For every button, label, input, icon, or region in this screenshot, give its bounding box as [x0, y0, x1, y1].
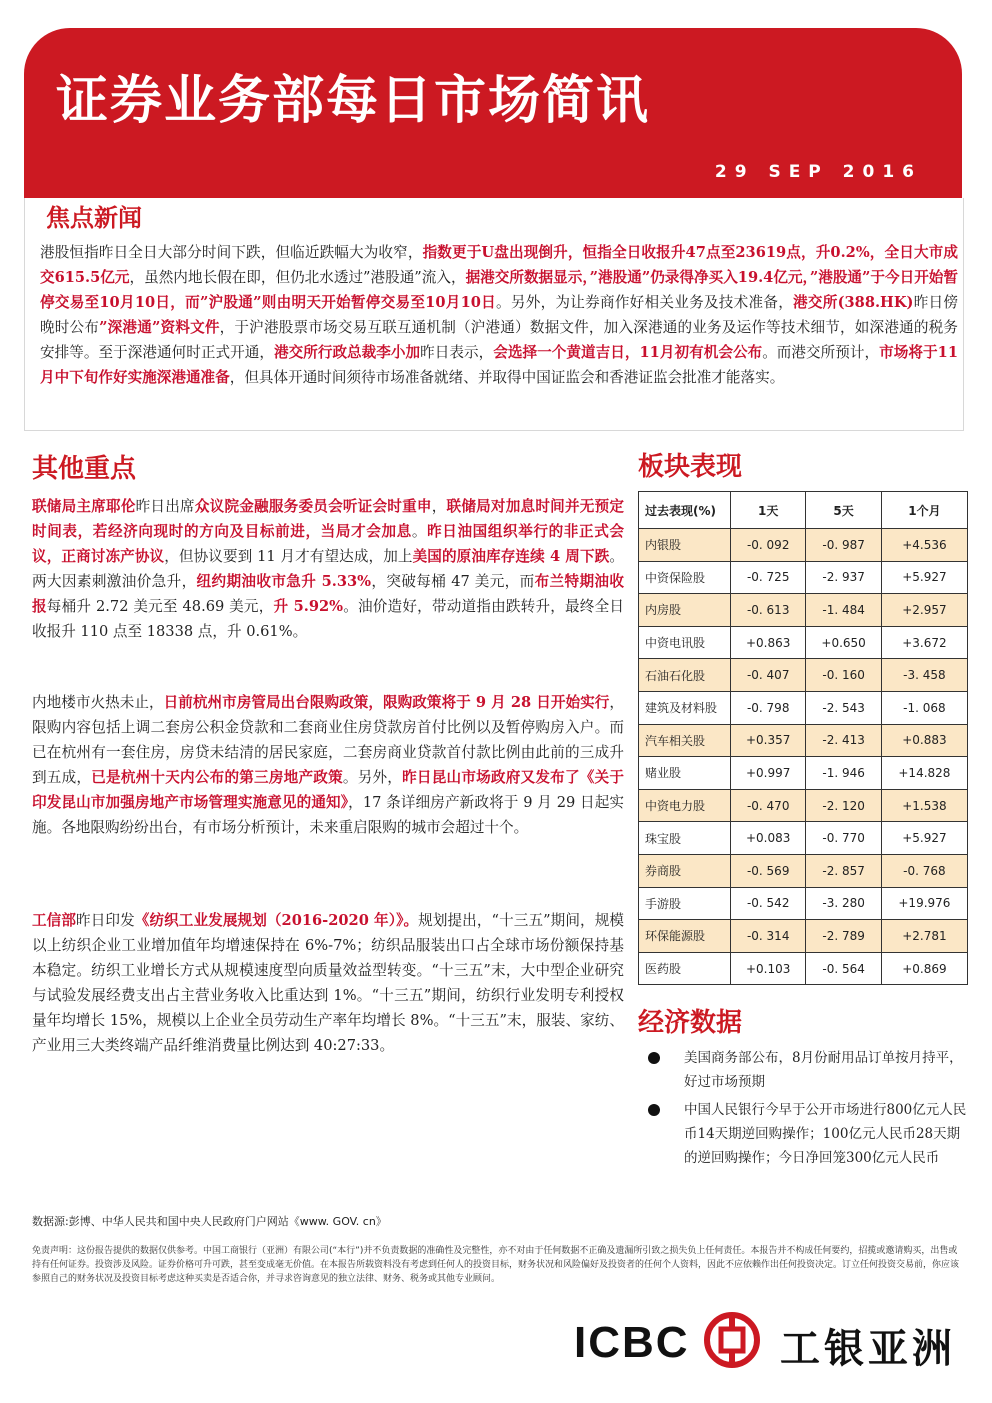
- table-row: [639, 626, 968, 659]
- body-text: 昨日傍晚时公布: [40, 294, 958, 336]
- sector-value-cell: +3.672: [881, 626, 967, 659]
- icbc-logo-icon: [704, 1312, 760, 1368]
- table-row: [639, 822, 968, 855]
- sector-value-cell: -2. 937: [806, 561, 881, 594]
- table-row: [639, 952, 968, 985]
- sector-value-cell: -2. 857: [806, 854, 881, 887]
- sector-value-cell: -0. 569: [731, 854, 806, 887]
- body-text: 。而港交所预计，: [762, 344, 880, 361]
- sector-value-cell: -0. 160: [806, 659, 881, 692]
- sector-value-cell: +0.863: [731, 626, 806, 659]
- sector-name-cell: 环保能源股: [639, 920, 731, 953]
- sector-value-cell: -0. 798: [731, 691, 806, 724]
- sector-value-cell: +0.869: [881, 952, 967, 985]
- economic-data-text: 中国人民银行今早于公开市场进行800亿元人民币14天期逆回购操作；100亿元人民币28天期的逆回购操作；今日净回笼300亿元人民币: [684, 1102, 967, 1166]
- highlight-text: 据港交所数据显示，”港股通”仍录得净买入19.4亿元，”港股通”于今日开始暂停交易至10月10日，而”沪股通”则由明天开始暂停交易至10月10日: [40, 269, 958, 311]
- body-text: 每桶升 2.72 美元至 48.69 美元，: [46, 598, 274, 615]
- sector-value-cell: -0. 770: [806, 822, 881, 855]
- body-text: 港股恒指昨日全日大部分时间下跌，但临近跌幅大为收窄，: [40, 244, 423, 261]
- sector-value-cell: -0. 987: [806, 529, 881, 562]
- sector-value-cell: +5.927: [881, 561, 967, 594]
- table-row: [639, 529, 968, 562]
- highlight-text: ”深港通”资料文件: [99, 319, 220, 336]
- sector-performance-heading: 板块表现: [638, 452, 743, 482]
- sector-value-cell: -0. 564: [806, 952, 881, 985]
- sector-name-cell: 赌业股: [639, 757, 731, 790]
- table-row: [639, 691, 968, 724]
- sector-value-cell: -0. 092: [731, 529, 806, 562]
- sector-value-cell: -3. 458: [881, 659, 967, 692]
- sector-value-cell: -0. 314: [731, 920, 806, 953]
- page-title: 证券业务部每日市场简讯: [56, 71, 651, 131]
- body-text: ，: [431, 498, 447, 515]
- highlight-text: 联储局对加息时间并无预定时间表，若经济向现时的方向及目标前进，当局才会加息: [32, 498, 624, 540]
- sector-name-cell: 珠宝股: [639, 822, 731, 855]
- highlight-text: 《纺织工业发展规划（2016-2020 年）》。: [134, 912, 419, 929]
- highlight-text: 市场将于11月中下旬作好实施深港通准备: [40, 344, 958, 386]
- sector-value-cell: -1. 484: [806, 594, 881, 627]
- body-text: ，限购内容包括上调二套房公积金贷款和二套商业住房贷款房首付比例以及暂停购房入户。而已在杭州有一套住房，房贷未结清的居民家庭，二套房商业贷款首付款比例由此前的三成升到五成，: [32, 694, 624, 786]
- sector-name-cell: 内银股: [639, 529, 731, 562]
- sector-value-cell: +0.883: [881, 724, 967, 757]
- body-text: 昨日出席: [135, 498, 195, 515]
- table-row: [639, 757, 968, 790]
- highlight-text: 港交所行政总裁李小加: [273, 344, 421, 361]
- sector-value-cell: +2.957: [881, 594, 967, 627]
- body-text: 昨日印发: [76, 912, 135, 929]
- table-row: [639, 854, 968, 887]
- sector-performance-table: [638, 491, 968, 985]
- sector-value-cell: +0.357: [731, 724, 806, 757]
- sector-value-cell: +0.083: [731, 822, 806, 855]
- table-row: [639, 920, 968, 953]
- highlight-text: 美国的原油库存连续 4 周下跌: [412, 548, 610, 565]
- highlight-text: 昨日昆山市场政府又发布了《关于印发昆山市加强房地产市场管理实施意见的通知》: [32, 769, 624, 811]
- highlight-text: 港交所(388.HK): [793, 294, 914, 311]
- sector-value-cell: +0.650: [806, 626, 881, 659]
- table-row: [639, 887, 968, 920]
- body-text: ，17 条详细房产新政将于 9 月 29 日起实施。各地限购纷纷出台，有市场分析预计，未来重启限购的城市会超过十个。: [32, 794, 625, 836]
- sector-name-cell: 中资电力股: [639, 789, 731, 822]
- table-row: [639, 789, 968, 822]
- highlight-text: 联储局主席耶伦: [32, 498, 136, 515]
- highlight-paragraph-property: [32, 690, 624, 840]
- table-row: [639, 561, 968, 594]
- column-header-period: 过去表现(%): [639, 492, 731, 529]
- body-text: 昨日表示，: [420, 344, 494, 361]
- sector-value-cell: +1.538: [881, 789, 967, 822]
- body-text: 。另外，: [342, 769, 403, 786]
- sector-name-cell: 建筑及材料股: [639, 691, 731, 724]
- sector-name-cell: 券商股: [639, 854, 731, 887]
- icbc-logo-text: ICBC: [574, 1318, 690, 1367]
- sector-value-cell: -1. 946: [806, 757, 881, 790]
- body-text: 。另外，为让券商作好相关业务及技术准备，: [496, 294, 794, 311]
- table-header-row: [639, 492, 968, 529]
- highlight-paragraph-fed-oil: [32, 494, 624, 644]
- table-row: [639, 724, 968, 757]
- column-header-1m: 1个月: [881, 492, 967, 529]
- sector-value-cell: +19.976: [881, 887, 967, 920]
- sector-value-cell: -2. 413: [806, 724, 881, 757]
- sector-value-cell: -0. 470: [731, 789, 806, 822]
- sector-name-cell: 手游股: [639, 887, 731, 920]
- highlight-text: 布兰特期油收报: [32, 573, 624, 615]
- highlight-text: 会选择一个黄道吉日，11月初有机会公布: [493, 344, 763, 361]
- sector-value-cell: +0.997: [731, 757, 806, 790]
- bullet-icon: [648, 1104, 660, 1116]
- highlight-text: 已是杭州十天内公布的第三房地产政策: [91, 769, 343, 786]
- sector-value-cell: -1. 068: [881, 691, 967, 724]
- sector-name-cell: 中资电讯股: [639, 626, 731, 659]
- sector-name-cell: 石油石化股: [639, 659, 731, 692]
- sector-name-cell: 汽车相关股: [639, 724, 731, 757]
- sector-value-cell: +0.103: [731, 952, 806, 985]
- body-text: ，于沪港股票市场交易互联互通机制（沪港通）数据文件，加入深港通的业务及运作等技术细节，如深港通的税务安排等。至于深港通何时正式开通，: [40, 319, 958, 361]
- body-text: ，突破每桶 47 美元，而: [371, 573, 535, 590]
- disclaimer: 免责声明：这份报告提供的数据仅供参考。中国工商银行（亚洲）有限公司(“本行”)并不负责数据的准确性及完整性，亦不对由于任何数据不正确及遗漏所引致之损失负上任何责任。本报告并不构成任何要约，招揽或邀请购买，出售或持有任何证券。投资涉及风险。证券价格可升可跌，甚至变成毫无价值。在本报告所载资料没有考虑到任何人的投资目标，财务状况和风险偏好及投资者的任何个人资料，因此不应依赖作出任何投资决定。订立任何投资交易前，你应该参照自己的财务状况及投资目标考虑这种买卖是否适合你，并寻求咨询意见的独立法律、财务、税务或其他专业顾问。: [32, 1246, 960, 1284]
- data-source: 数据源:彭博、中华人民共和国中央人民政府门户网站《www. GOV. cn》: [32, 1215, 387, 1228]
- focus-news-text: [40, 240, 958, 390]
- body-text: 。油价造好，带动道指由跌转升，最终全日收报升 110 点至 18338 点，升 0.61%。: [32, 598, 624, 640]
- sector-value-cell: -3. 280: [806, 887, 881, 920]
- other-highlights-heading: 其他重点: [32, 454, 137, 484]
- economic-data-heading: 经济数据: [638, 1008, 743, 1038]
- sector-value-cell: +14.828: [881, 757, 967, 790]
- focus-news-heading: 焦点新闻: [46, 204, 142, 232]
- bullet-icon: [648, 1052, 660, 1064]
- body-text: 。两大因素刺激油价急升，: [32, 548, 624, 590]
- economic-data-text: 美国商务部公布，8月份耐用品订单按月持平，好过市场预期: [684, 1050, 963, 1090]
- highlight-text: 升 5.92%: [273, 598, 343, 615]
- sector-value-cell: -2. 120: [806, 789, 881, 822]
- economic-data-item: [648, 1098, 968, 1170]
- sector-value-cell: +4.536: [881, 529, 967, 562]
- economic-data-item: [648, 1046, 968, 1094]
- highlight-text: 众议院金融服务委员会听证会时重申: [194, 498, 432, 515]
- table-row: [639, 594, 968, 627]
- report-date: 29 SEP 2016: [714, 162, 922, 182]
- body-text: 内地楼市火热未止，: [32, 694, 164, 711]
- body-text: ，虽然内地长假在即，但仍北水透过”港股通”流入，: [129, 269, 466, 286]
- sector-value-cell: -2. 543: [806, 691, 881, 724]
- sector-value-cell: -0. 542: [731, 887, 806, 920]
- highlight-text: 纽约期油收市急升 5.33%: [196, 573, 372, 590]
- sector-name-cell: 中资保险股: [639, 561, 731, 594]
- body-text: 规划提出，“十三五”期间，规模以上纺织企业工业增加值年均增速保持在 6%-7%；纺织品服装出口占全球市场份额保持基本稳定。纺织工业增长方式从规模速度型向质量效益型转变。“十三五”末，大中型企业研究与试验发展经费支出占主营业务收入比重达到 1%。“十三五”期间，纺织行业发明专利授权量年均增长 15%，规模以上企业全员劳动生产率年均增长 8%。“十三五”末，服装、家纺、产业用三大类终端产品纤维消费量比例达到 40:27:33。: [32, 912, 624, 1054]
- sector-name-cell: 内房股: [639, 594, 731, 627]
- table-row: [639, 659, 968, 692]
- sector-value-cell: -0. 768: [881, 854, 967, 887]
- highlight-paragraph-textile: [32, 908, 624, 1058]
- sector-value-cell: -0. 407: [731, 659, 806, 692]
- header-banner: [24, 28, 962, 198]
- body-text: 。: [411, 523, 428, 540]
- sector-value-cell: -2. 789: [806, 920, 881, 953]
- sector-name-cell: 医药股: [639, 952, 731, 985]
- highlight-text: 日前杭州市房管局出台限购政策，限购政策将于 9 月 28 日开始实行: [163, 694, 610, 711]
- highlight-text: 工信部: [32, 912, 77, 929]
- sector-value-cell: +2.781: [881, 920, 967, 953]
- sector-value-cell: -0. 725: [731, 561, 806, 594]
- sector-value-cell: -0. 613: [731, 594, 806, 627]
- highlight-text: 昨日油国组织举行的非正式会议，正商讨冻产协议: [32, 523, 624, 565]
- column-header-1d: 1天: [731, 492, 806, 529]
- body-text: ，但具体开通时间须待市场准备就绪、并取得中国证监会和香港证监会批准才能落实。: [229, 369, 785, 386]
- highlight-text: 指数更于U盘出现倒升，恒指全日收报升47点至23619点，升0.2%，全日大市成交615.5亿元: [40, 244, 958, 286]
- column-header-5d: 5天: [806, 492, 881, 529]
- body-text: ，但协议要到 11 月才有望达成，加上: [164, 548, 413, 565]
- sector-value-cell: +5.927: [881, 822, 967, 855]
- icbc-asia-logo-text: 工银亚洲: [780, 1326, 956, 1372]
